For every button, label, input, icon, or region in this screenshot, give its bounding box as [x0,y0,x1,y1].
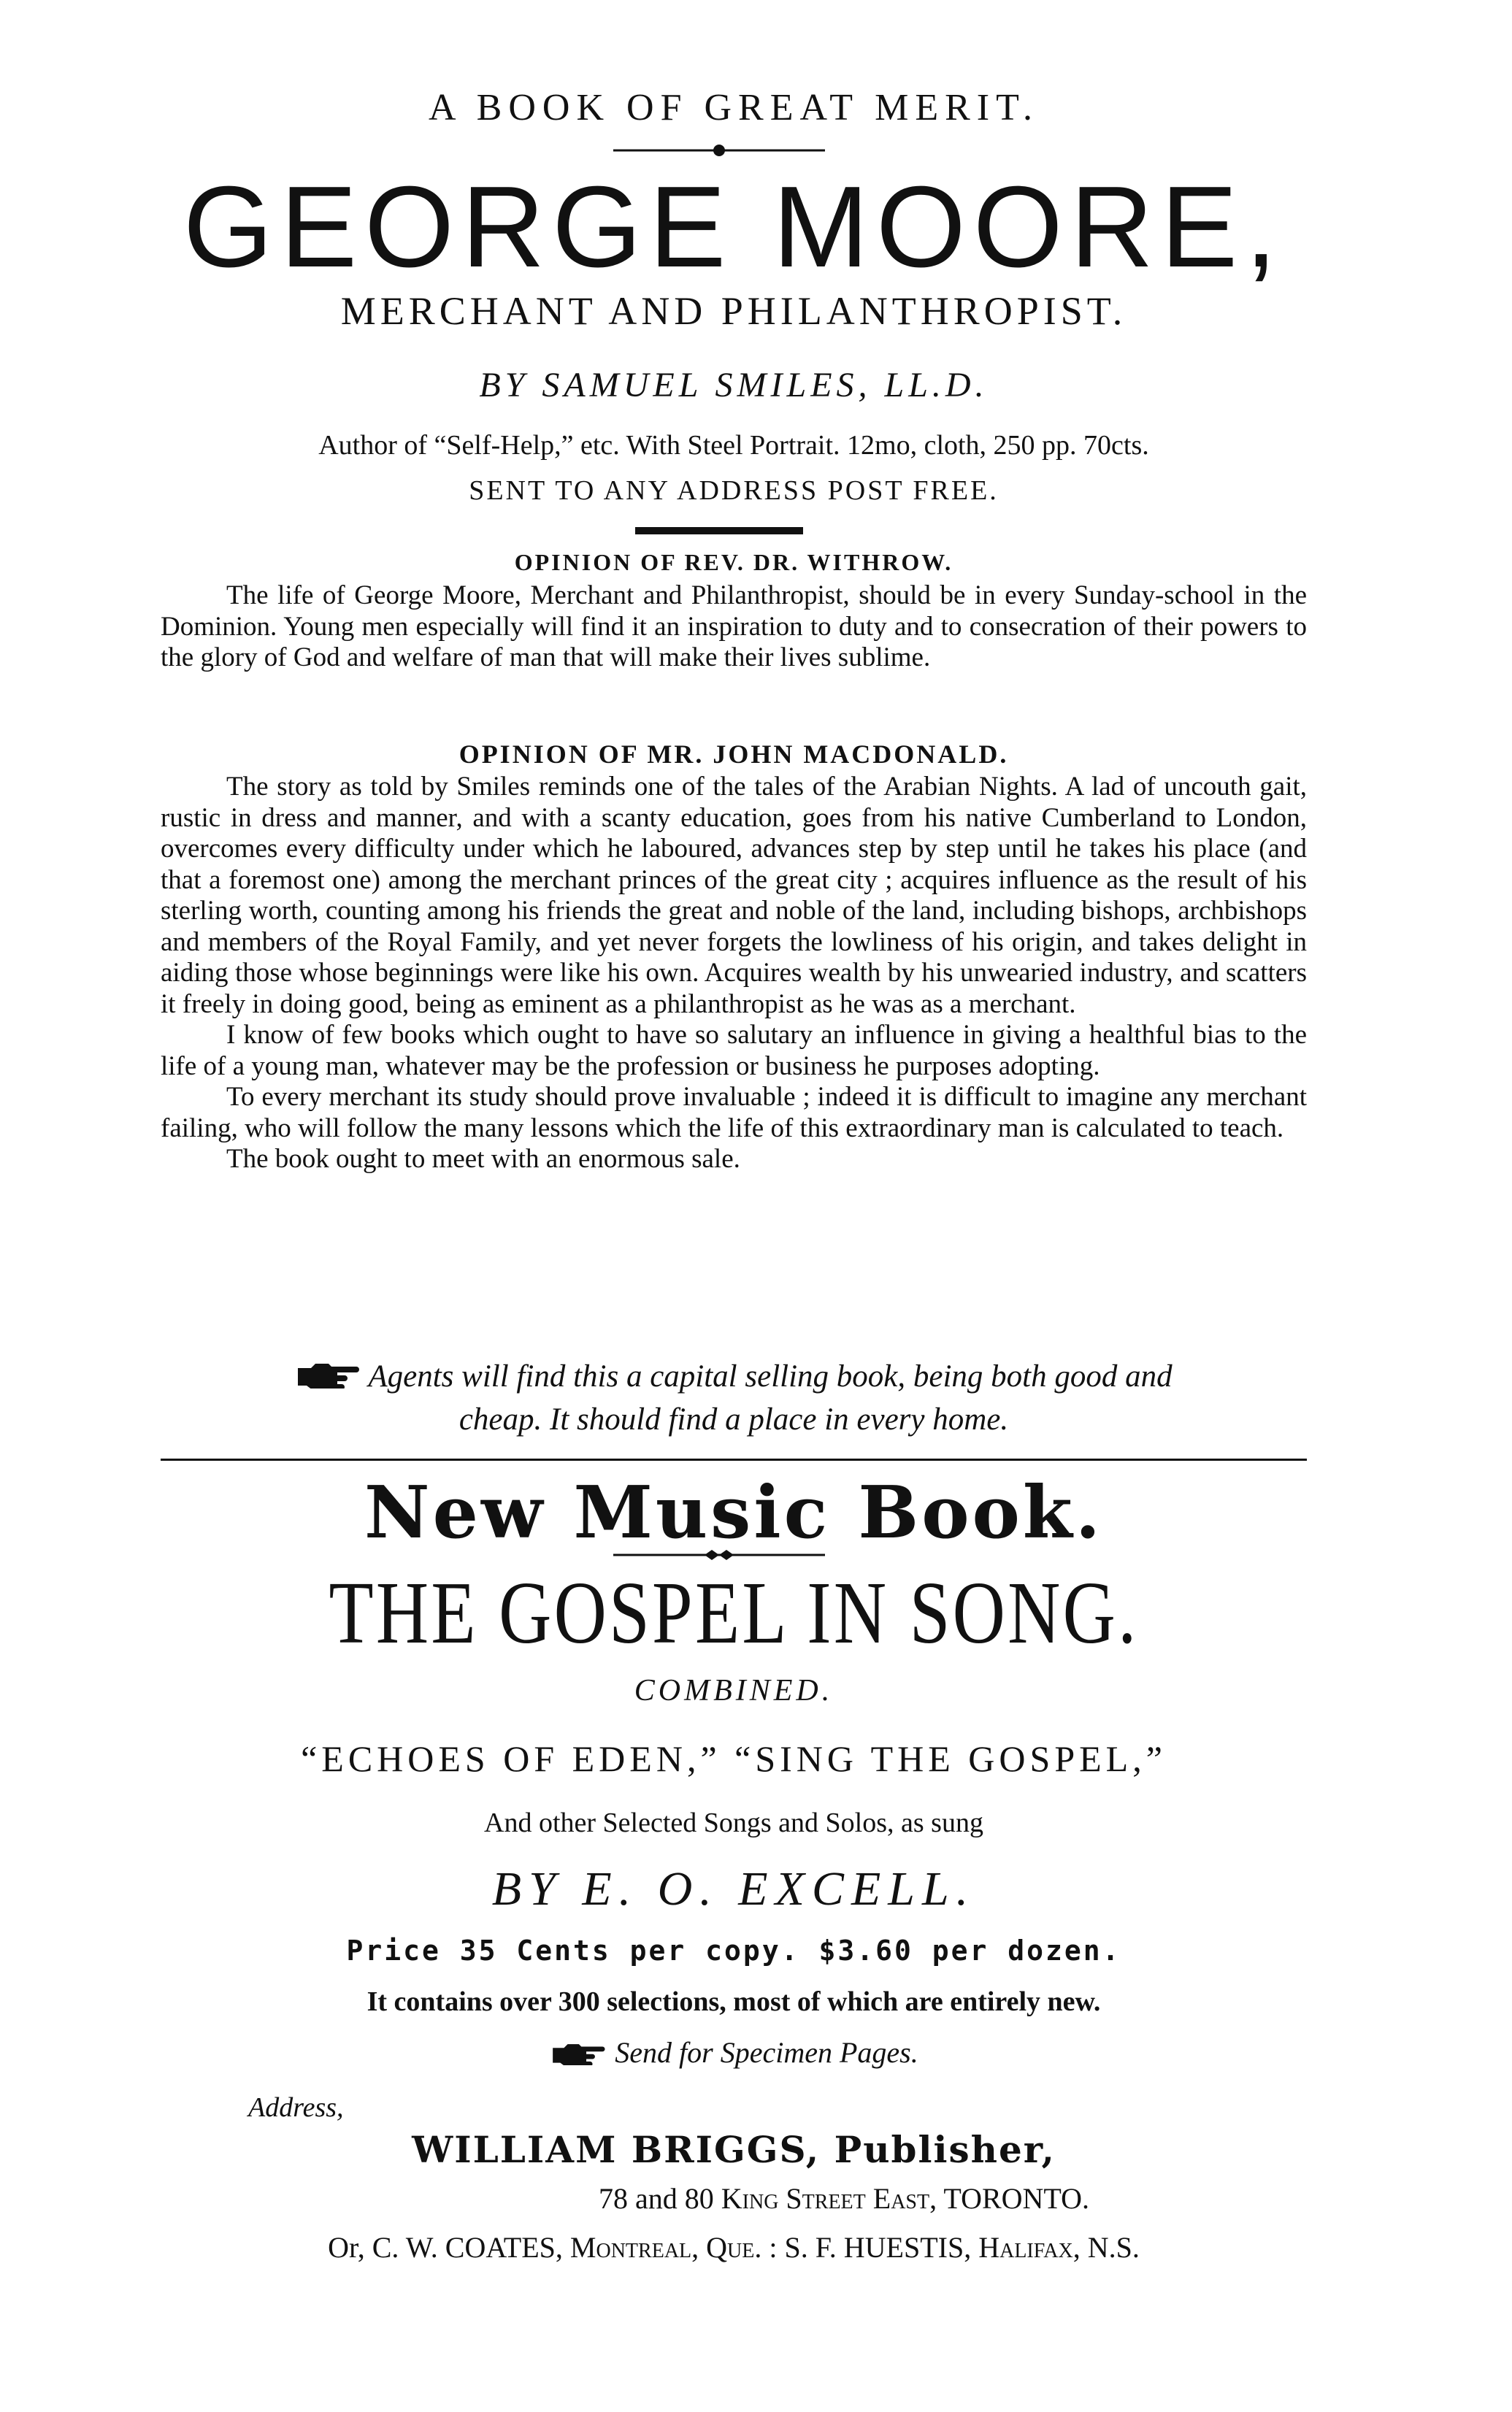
book-pricing: Author of “Self-Help,” etc. With Steel Portrait. 12mo, cloth, 250 pp. 70cts. [318,430,1149,461]
other-agents [161,2230,1307,2265]
opinion-withrow [161,580,1307,674]
street-prefix: 78 and 80 [599,2182,721,2215]
pointing-hand-icon [549,2038,607,2073]
agents-line-2: cheap. It should find a place in every home. [458,1402,1009,1437]
music-title: THE GOSPEL IN SONG. [329,1564,1139,1662]
shipping-note: SENT TO ANY ADDRESS POST FREE. [469,475,999,506]
ornament-divider [613,1548,825,1562]
music-heading: New Music Book. [364,1471,1103,1555]
publisher-street [599,2181,1089,2216]
agent-coates: Or, C. W. COATES, [328,2231,570,2264]
book-author: BY SAMUEL SMILES, LL.D. [479,366,989,404]
music-contents: It contains over 300 selections, most of which are entirely new. [367,1986,1101,2017]
street-city: , TORONTO. [929,2182,1090,2215]
book-subtitle: MERCHANT AND PHILANTHROPIST. [340,289,1127,333]
agents-line-1: Agents will find this a capital selling book, being both good and [368,1359,1173,1394]
agents-note [161,1356,1307,1440]
music-price: Price 35 Cents per copy. $3.60 per dozen. [346,1935,1121,1967]
music-author: BY E. O. EXCELL. [491,1862,976,1916]
music-combined: COMBINED. [634,1674,834,1708]
specimen-text: Send for Specimen Pages. [615,2036,918,2069]
book-title: GEORGE MOORE, [183,163,1285,291]
section-divider [161,1459,1307,1461]
opinion-paragraph: The story as told by Smiles reminds one of the tales of the Arabian Nights. A lad of uncouth gait, rustic in dress and manner, and with a scanty education, goes from his native Cumberland to London, overcomes every difficulty under which he laboured, advances step by step until he takes his place (and that a foremost one) among the merchant princes of the great city ; acquires influence as the result of his sterling worth, counting among his friends the great and noble of the land, including bishops, archbishops and members of the Royal Family, and yet never forgets the lowliness of his origin, and takes delight in aiding those whose beginnings were like his own. Acquires wealth by his unwearied industry, and scatters it freely in doing good, being as eminent as a philanthropist as he was as a merchant. [161,772,1307,1019]
ornament-divider [613,143,825,158]
agent-halifax: Halifax [978,2231,1073,2264]
opinion-heading-withrow: OPINION OF REV. DR. WITHROW. [514,549,953,575]
opinion-paragraph: The life of George Moore, Merchant and Philanthropist, should be in every Sunday-school in the Dominion. Young men especially will find it an inspiration to duty and to consecration of their powers to the glory of God and welfare of man that will make their lives sublime. [161,580,1307,672]
street-name: King Street East [721,2182,930,2215]
kicker: A BOOK OF GREAT MERIT. [428,87,1039,128]
publisher-name: WILLIAM BRIGGS, Publisher, [412,2128,1056,2171]
agent-ns: , N.S. [1072,2231,1140,2264]
pointing-hand-icon [295,1359,361,1399]
specimen-note [161,2035,1307,2073]
music-included-titles: “ECHOES OF EDEN,” “SING THE GOSPEL,” [301,1738,1167,1779]
opinion-heading-macdonald: OPINION OF MR. JOHN MACDONALD. [458,740,1009,769]
agent-huestis: : S. F. HUESTIS, [761,2231,979,2264]
address-label: Address, [248,2092,344,2123]
agent-montreal: Montreal, Que. [569,2231,762,2264]
opinion-paragraph: I know of few books which ought to have so salutary an influence in giving a healthful bias to the life of a young man, whatever may be the profession or business he purposes adopting. [161,1020,1307,1081]
opinion-paragraph: The book ought to meet with an enormous sale. [226,1144,740,1174]
opinion-macdonald [161,772,1307,1175]
opinion-paragraph: To every merchant its study should prove invaluable ; indeed it is difficult to imagine any merchant failing, who will follow the many lessons which the life of this extraordinary man is calculated to teach. [161,1082,1307,1143]
thick-divider [635,527,803,534]
music-description: And other Selected Songs and Solos, as sung [484,1808,983,1838]
